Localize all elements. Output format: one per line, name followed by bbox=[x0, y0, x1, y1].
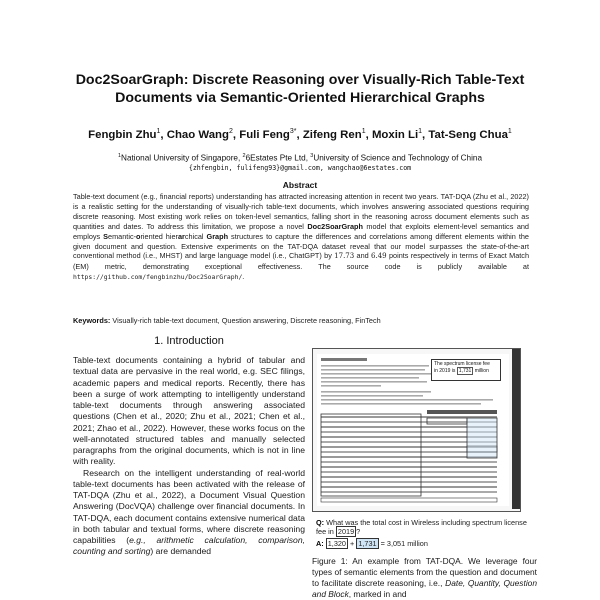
abstract-text bbox=[73, 192, 529, 283]
author-name: Chao Wang bbox=[166, 128, 229, 141]
caption-text: Figure 1: An example from TAT-DQA. We leverage four types of semantic elements from the question and document to facilitate discrete reasoning, i.e., bbox=[312, 556, 537, 588]
question-text: ? bbox=[356, 527, 361, 537]
doc-heading-bar bbox=[321, 358, 367, 361]
acronym-letter: S bbox=[103, 231, 109, 241]
callout-text: in 2019 is bbox=[434, 367, 457, 374]
abstract-part: points respectively in terms of Exact Match (EM) metric, demonstrating exceptional effectiveness. The source code is publicly available at bbox=[73, 251, 530, 272]
abstract-part: . bbox=[242, 272, 245, 282]
em-improvement-2: 6.49 bbox=[371, 252, 387, 261]
intro-italic: e.g., arithmetic calculation, comparison, counting and sorting bbox=[73, 535, 306, 557]
intro-paragraph-2 bbox=[73, 468, 305, 558]
figure-1-document-image bbox=[312, 348, 521, 512]
author-sup: 1 bbox=[361, 128, 366, 135]
abstract-part: Table-text document (e.g., financial reports) understanding has attracted increasing attention in recent two years. TAT-DQA (Zhu et al., 2022) is a realistic setting for the understanding of visually-rich table-text documents, which involves answering associated questions requiring discrete reasoning. Most existing work relies on token-level semantics, falling short in the reasoning across document elements such as quantities and dates. To address this limitation, we propose a novel bbox=[73, 192, 529, 231]
figure-side-bar bbox=[512, 349, 520, 509]
title-line-1: Doc2SoarGraph: Discrete Reasoning over Visually-Rich Table-Text bbox=[75, 72, 525, 88]
acronym-word: Graph bbox=[206, 231, 229, 241]
highlighted-column bbox=[467, 418, 497, 458]
author-emails: {zhfengbin, fulifeng93}@gmail.com, wangchao@6estates.com bbox=[188, 164, 412, 172]
affiliations bbox=[40, 151, 560, 164]
author-sup: 1 bbox=[507, 128, 512, 135]
keywords-list: Visually-rich table-text document, Question answering, Discrete reasoning, FinTech bbox=[110, 316, 381, 325]
author-name: Tat-Seng Chua bbox=[428, 128, 508, 141]
acronym-letter: ar bbox=[177, 231, 185, 241]
caption-text: , marked in and bbox=[348, 589, 407, 599]
affil-sup: 3 bbox=[310, 153, 314, 159]
keywords bbox=[73, 316, 529, 326]
callout-line-2 bbox=[434, 368, 498, 375]
author-name: Zifeng Ren bbox=[302, 128, 362, 141]
callout-line-1: The spectrum license fee bbox=[434, 361, 490, 367]
abstract-part: emantic- bbox=[108, 231, 137, 241]
figure-question bbox=[316, 518, 536, 537]
affil-name: National University of Singapore, bbox=[121, 153, 243, 163]
figure-callout bbox=[431, 359, 501, 381]
abstract-heading: Abstract bbox=[282, 180, 318, 190]
source-code-url[interactable]: https://github.com/fengbinzhu/Doc2SoarGraph/ bbox=[73, 273, 243, 282]
abstract-part: and bbox=[354, 251, 372, 261]
question-date: 2019 bbox=[337, 527, 355, 537]
table-header-bar bbox=[427, 410, 497, 414]
author-name: Fuli Feng bbox=[239, 128, 290, 141]
author-sup: 2 bbox=[228, 128, 233, 135]
acronym-letter: o bbox=[136, 231, 141, 241]
question-text: What was the total cost in Wireless including spectrum license fee in bbox=[316, 518, 527, 537]
answer-quantity-1: 1,320 bbox=[327, 539, 346, 548]
author-sup: 1 bbox=[156, 128, 161, 135]
intro-text: ) are demanded bbox=[150, 546, 212, 557]
abstract-part: chical bbox=[184, 231, 207, 241]
author-sup: 1 bbox=[418, 128, 423, 135]
answer-quantity-2: 1,731 bbox=[358, 539, 377, 548]
affil-name: University of Science and Technology of China bbox=[313, 153, 483, 163]
callout-text: million bbox=[473, 367, 489, 374]
section-heading-introduction: 1. Introduction bbox=[154, 335, 224, 347]
introduction-body bbox=[73, 355, 305, 558]
title-line-2: Documents via Semantic-Oriented Hierarchical Graphs bbox=[115, 90, 485, 106]
caption-italic: Date, Quantity, Question and Block bbox=[312, 578, 537, 599]
affil-name: 6Estates Pte Ltd, bbox=[245, 153, 311, 163]
intro-text: Research on the intelligent understanding of real-world table-text documents has been activated with the release of TAT-DQA (Zhu et al., 2022), a Document Visual Question Answering (DocVQA) challenge over financial documents. In TAT-DQA, each document contains extensive numerical data in both tabular and textual forms, where discrete reasoning capabilities ( bbox=[73, 467, 305, 545]
figure-answer bbox=[316, 539, 536, 548]
affil-sup: 1 bbox=[117, 153, 122, 159]
author-name: Fengbin Zhu bbox=[88, 128, 157, 141]
author-sup: 3* bbox=[289, 128, 297, 135]
figure-1-caption bbox=[312, 556, 537, 600]
keywords-label: Keywords: bbox=[73, 316, 111, 325]
intro-paragraph-1: Table-text documents containing a hybrid of tabular and textual data are pervasive in the real world, e.g. SEC filings, academic papers and medical reports. Recently, there has been a surge of work attempting to intelligently understand table-text documents through answering associated questions (Chen et al., 2020; Zhu et al., 2021; Chen et al., 2021; Zhao et al., 2022). However, these works focus on the well-annotated structured tables and manually selected paragraphs from the original documents, which is not in line with reality. bbox=[73, 355, 305, 467]
abstract-part: structures to capture the differences and correlations among different elements within the given document and question. Extensive experiments on the TAT-DQA dataset reveal that our model surpasses the state-of-the-art conventional method (i.e., MHST) and large language model (i.e., ChatGPT) by bbox=[73, 231, 529, 261]
question-label: Q: bbox=[316, 518, 325, 527]
answer-result: = 3,051 million bbox=[378, 539, 428, 548]
answer-label: A: bbox=[316, 539, 324, 548]
abstract-part: model that exploits element-level semantics and employs bbox=[73, 221, 529, 241]
paper-title bbox=[40, 71, 560, 107]
author-list: Fengbin Zhu$^1$, Chao Wang$^2$, Fuli Feng$^{3*}$, Zifeng Ren$^1$, Moxin Li$^1$, Tat-Seng Chua$^1$ bbox=[88, 128, 512, 141]
callout-quantity: 1,731 bbox=[458, 367, 472, 374]
em-improvement-1: 17.73 bbox=[334, 252, 355, 261]
abstract-part: riented hier bbox=[140, 231, 178, 241]
answer-operator: + bbox=[348, 539, 357, 548]
affil-sup: 2 bbox=[242, 153, 246, 159]
author-name: Moxin Li bbox=[371, 128, 419, 141]
model-name: Doc2SoarGraph bbox=[307, 221, 363, 231]
